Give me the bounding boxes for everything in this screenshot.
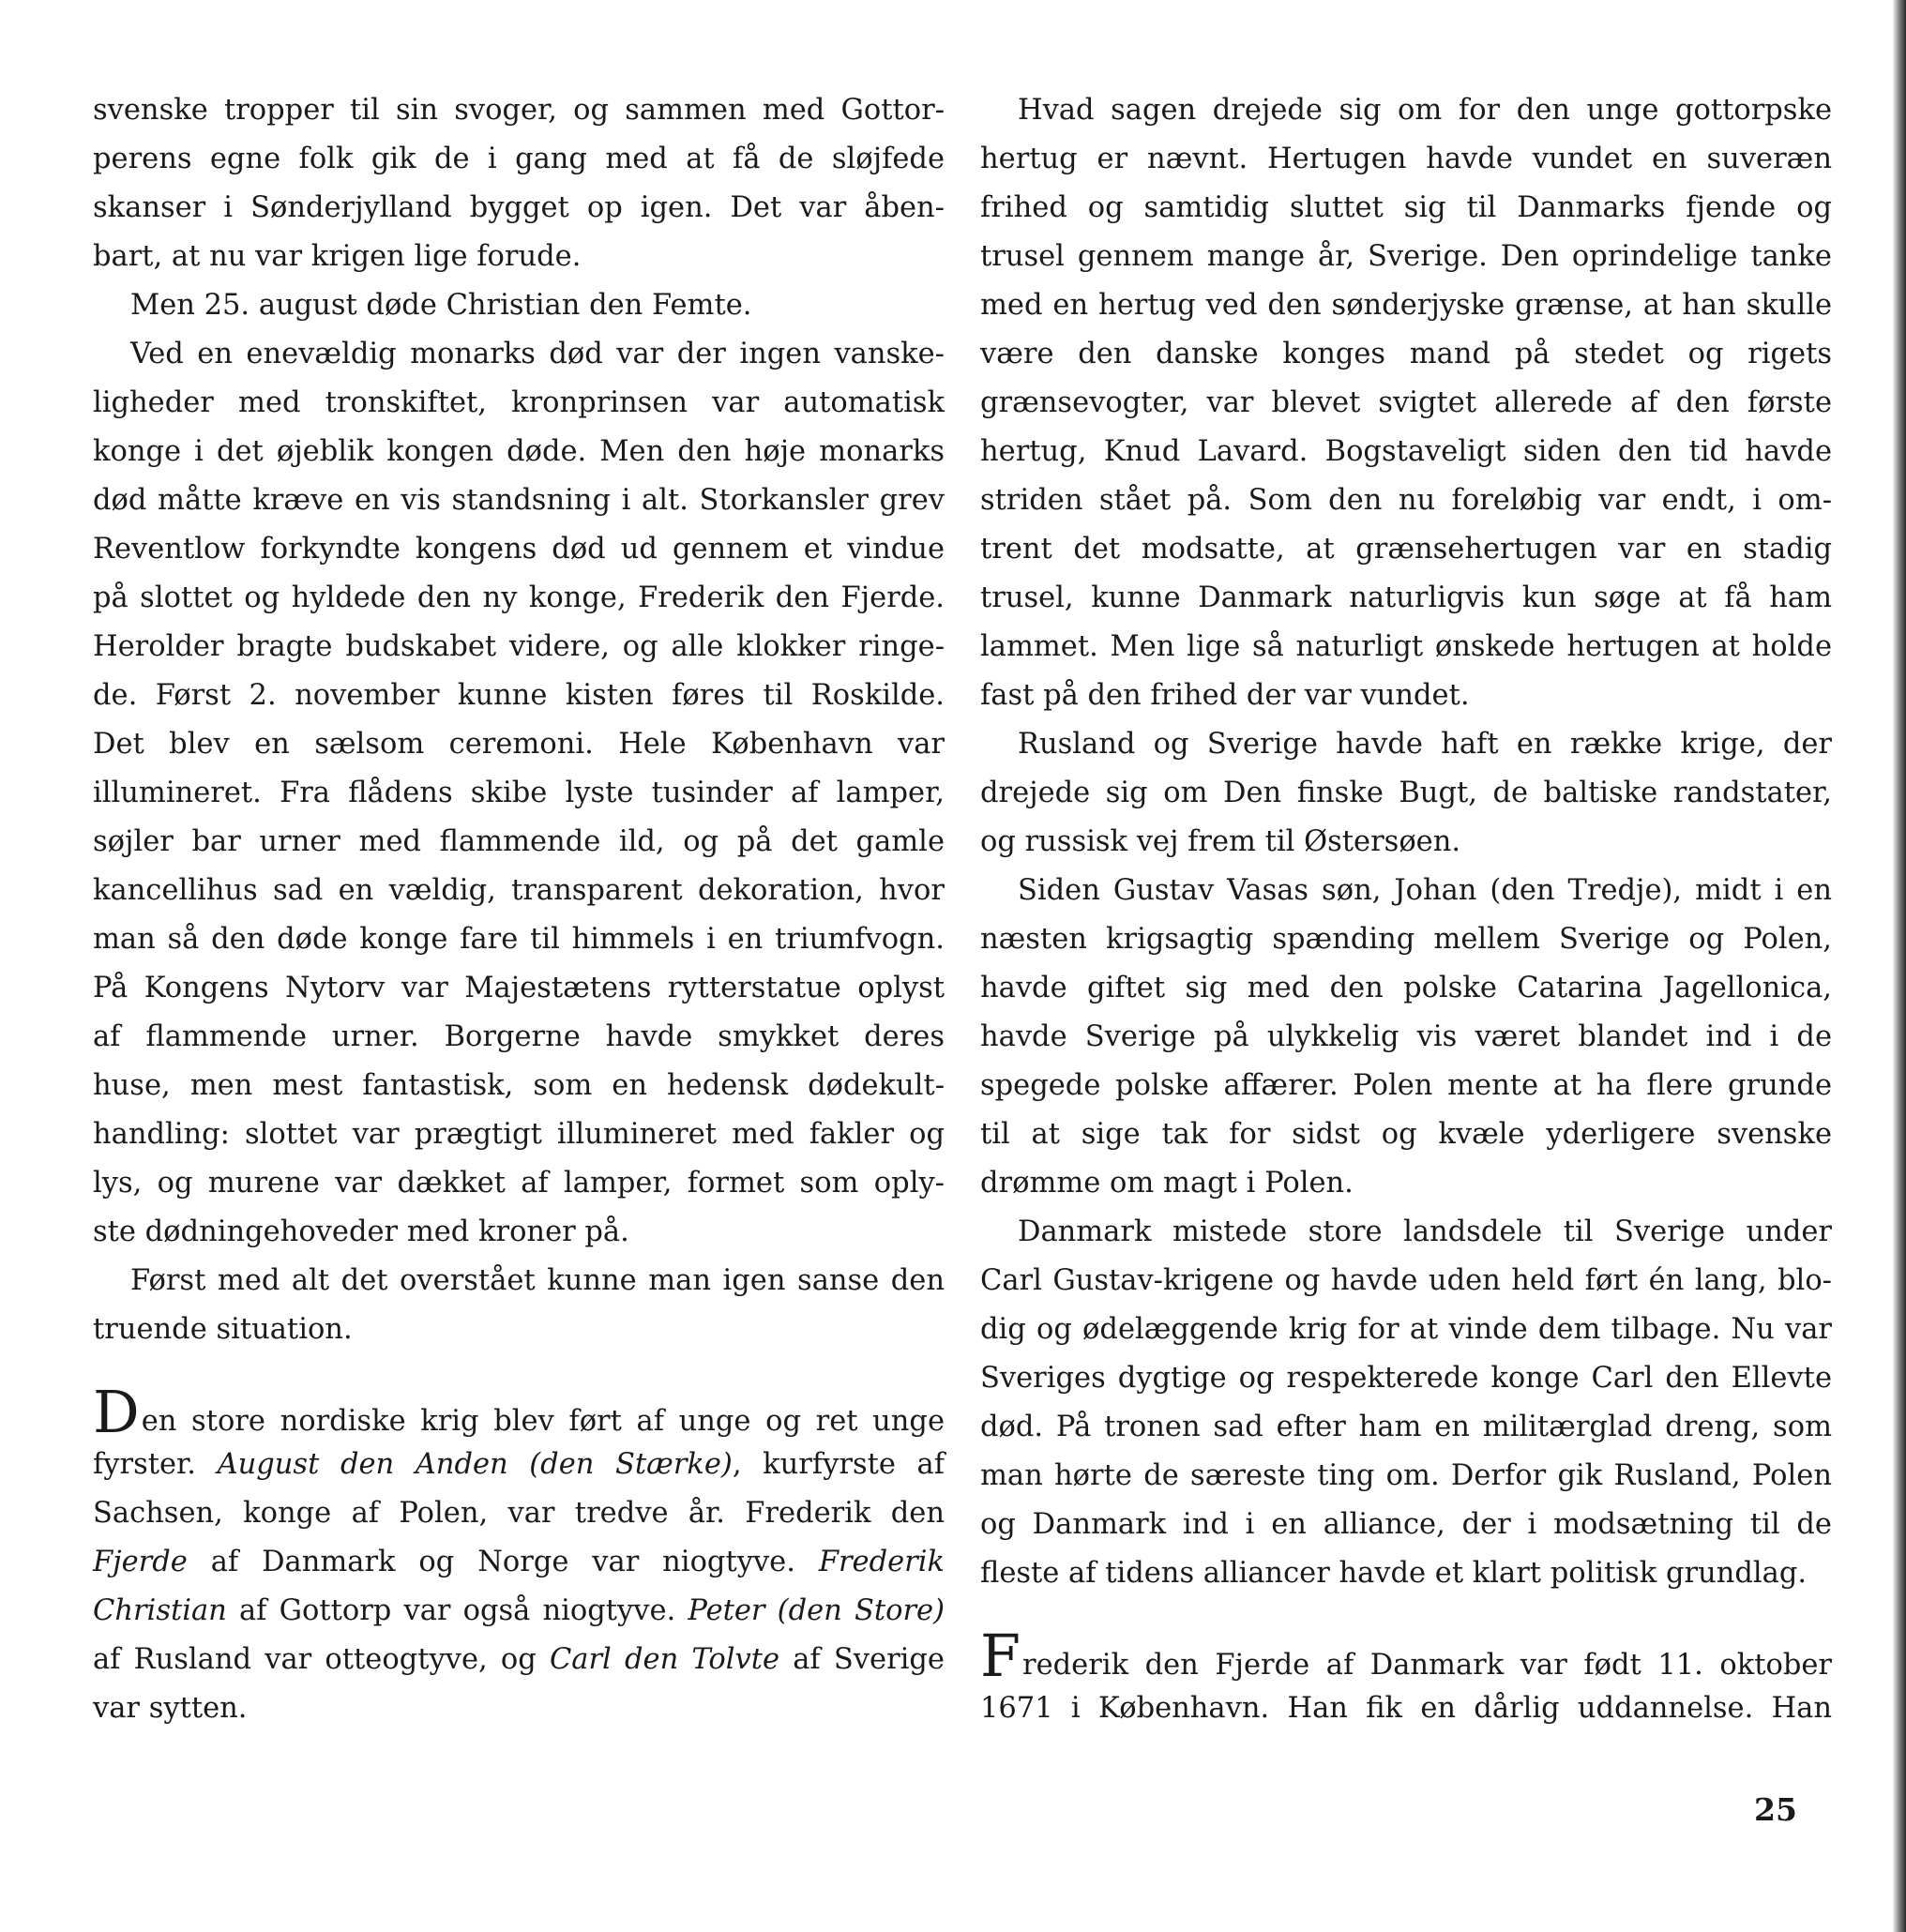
text-segment: være den danske konges mand på stedet og rigets [980, 338, 1832, 370]
text-line [980, 1501, 1832, 1549]
text-segment: spegede polske affærer. Polen mente at ha flere grunde [980, 1069, 1832, 1102]
italic-name: Fjerde [93, 1546, 188, 1578]
text-line [980, 1354, 1832, 1403]
text-line [93, 1306, 945, 1354]
italic-name: Peter (den Store) [688, 1594, 945, 1627]
text-line [980, 330, 1832, 379]
text-segment: dig og ødelæggende krig for at vinde dem tilbage. Nu var [980, 1313, 1832, 1346]
text-line [93, 184, 945, 233]
text-line [980, 281, 1832, 330]
text-segment: Sveriges dygtige og respekterede konge Carl den Ellevte [980, 1362, 1832, 1395]
text-line [980, 867, 1832, 915]
text-segment: var sytten. [93, 1692, 248, 1725]
text-segment: Rusland og Sverige havde haft en række krige, der [1018, 728, 1832, 761]
text-segment: ligheder med tronskiftet, kronprinsen var automatisk [93, 386, 945, 419]
text-line [93, 1062, 945, 1110]
text-segment: af Gottorp var også niogtyve. [226, 1594, 688, 1627]
text-line [980, 1208, 1832, 1257]
text-segment: med en hertug ved den sønderjyske grænse, at han skulle [980, 289, 1832, 322]
text-line [93, 476, 945, 525]
text-segment: frihed og samtidig sluttet sig til Danmarks fjende og [980, 191, 1832, 224]
text-line [93, 428, 945, 476]
text-segment: 1671 i København. Han fik en dårlig uddannelse. Han [980, 1692, 1832, 1725]
text-line [93, 915, 945, 964]
text-line [980, 1159, 1832, 1208]
text-line [93, 769, 945, 818]
text-segment: hertug er nævnt. Hertugen havde vundet en suveræn [980, 143, 1832, 175]
text-segment: Først med alt det overstået kunne man igen sanse den [130, 1264, 945, 1297]
text-segment: fyrster. [93, 1448, 218, 1481]
text-segment: Det blev en sælsom ceremoni. Hele København var [93, 728, 945, 761]
text-line [93, 1110, 945, 1159]
text-segment: trusel, kunne Danmark naturligvis kun søge at få ham [980, 581, 1832, 614]
text-line [980, 1452, 1832, 1501]
text-segment: næsten krigsagtig spænding mellem Sverige og Polen, [980, 923, 1832, 956]
text-segment: havde giftet sig med den polske Catarina Jagellonica, [980, 972, 1832, 1004]
left-text-column [93, 86, 945, 1733]
page-edge-shadow [1893, 0, 1906, 1932]
text-segment: truende situation. [93, 1313, 353, 1346]
text-segment: Sachsen, konge af Polen, var tredve år. Frederik den [93, 1497, 945, 1530]
text-line [980, 1684, 1832, 1733]
text-segment: skanser i Sønderjylland bygget op igen. Det var åben- [93, 191, 945, 224]
text-segment: Ved en enevældig monarks død var der ingen vanske- [130, 338, 945, 370]
text-line [980, 818, 1832, 867]
text-segment: lys, og murene var dækket af lamper, formet som oply- [93, 1167, 945, 1200]
text-segment: lammet. Men lige så naturligt ønskede hertugen at holde [980, 630, 1832, 663]
text-segment: og russisk vej frem til Østersøen. [980, 825, 1461, 858]
text-line [93, 379, 945, 428]
text-segment: perens egne folk gik de i gang med at få de sløjfede [93, 143, 945, 175]
text-line [93, 1684, 945, 1733]
text-line [93, 135, 945, 184]
text-line [980, 964, 1832, 1013]
text-segment: de. Først 2. november kunne kisten føres til Roskilde. [93, 679, 945, 712]
text-segment: Men 25. august døde Christian den Femte. [130, 289, 752, 322]
text-line [93, 1257, 945, 1306]
text-segment: Hvad sagen drejede sig om for den unge gottorpske [1018, 94, 1832, 127]
text-segment: havde Sverige på ulykkelig vis været blandet ind i de [980, 1020, 1832, 1053]
text-line [980, 428, 1832, 476]
text-line [980, 525, 1832, 574]
text-line [980, 1013, 1832, 1062]
text-segment: konge i det øjeblik kongen døde. Men den høje monarks [93, 435, 945, 468]
text-segment: hertug, Knud Lavard. Bogstaveligt siden den tid havde [980, 435, 1832, 468]
text-segment: drømme om magt i Polen. [980, 1167, 1354, 1200]
text-segment: trusel gennem mange år, Sverige. Den oprindelige tanke [980, 240, 1832, 273]
text-segment: af flammende urner. Borgerne havde smykket deres [93, 1020, 945, 1053]
text-line [980, 672, 1832, 720]
text-segment: af Rusland var otteogtyve, og [93, 1643, 550, 1676]
text-line [93, 818, 945, 867]
text-line [980, 1549, 1832, 1598]
text-line [93, 1208, 945, 1257]
text-line [93, 525, 945, 574]
italic-name: August den Anden (den Stærke) [217, 1448, 733, 1481]
drop-initial: D [93, 1378, 140, 1446]
text-line [980, 233, 1832, 281]
text-line [93, 1489, 945, 1538]
text-line [93, 1159, 945, 1208]
drop-initial: F [980, 1622, 1021, 1690]
text-line [980, 379, 1832, 428]
text-line [93, 1013, 945, 1062]
text-segment: ste dødningehoveder med kroner på. [93, 1215, 629, 1248]
text-segment: søjler bar urner med flammende ild, og på det gamle [93, 825, 945, 858]
text-line [93, 281, 945, 330]
italic-name: Frederik [818, 1546, 945, 1578]
text-line [980, 86, 1832, 135]
text-line [93, 330, 945, 379]
text-line [93, 1636, 945, 1684]
text-segment: på slottet og hyldede den ny konge, Frederik den Fjerde. [93, 581, 945, 614]
text-line [980, 135, 1832, 184]
text-segment: en store nordiske krig blev ført af unge og ret unge [141, 1405, 945, 1438]
text-line [93, 720, 945, 769]
text-line [980, 1622, 1832, 1690]
text-segment: , kurfyrste af [732, 1448, 945, 1481]
text-line [93, 1538, 945, 1587]
text-line [93, 672, 945, 720]
text-segment: illumineret. Fra flådens skibe lyste tusinder af lamper, [93, 777, 945, 809]
text-segment: huse, men mest fantastisk, som en hedensk dødekult- [93, 1069, 945, 1102]
text-line [980, 720, 1832, 769]
text-segment: af Danmark og Norge var niogtyve. [187, 1546, 819, 1578]
text-line [980, 1062, 1832, 1110]
text-segment: striden stået på. Som den nu foreløbig var endt, i om- [980, 484, 1832, 517]
section-gap [93, 1354, 945, 1392]
text-line [93, 1378, 945, 1446]
text-line [980, 1257, 1832, 1306]
text-line [93, 623, 945, 672]
text-segment: drejede sig om Den finske Bugt, de baltiske randstater, [980, 777, 1832, 809]
text-segment: Siden Gustav Vasas søn, Johan (den Tredje), midt i en [1018, 874, 1832, 907]
italic-name: Christian [93, 1594, 227, 1627]
text-line [980, 184, 1832, 233]
italic-name: Carl den Tolvte [549, 1643, 780, 1676]
text-segment: man så den døde konge fare til himmels i en triumfvogn. [93, 923, 945, 956]
text-segment: handling: slottet var prægtigt illumineret med fakler og [93, 1118, 945, 1151]
text-segment: svenske tropper til sin svoger, og sammen med Gottor- [93, 94, 945, 127]
text-line [93, 1441, 945, 1489]
text-line [980, 623, 1832, 672]
text-line [93, 86, 945, 135]
text-segment: og Danmark ind i en alliance, der i modsætning til de [980, 1508, 1832, 1541]
text-line [93, 867, 945, 915]
text-segment: man hørte de særeste ting om. Derfor gik Rusland, Polen [980, 1459, 1832, 1492]
text-segment: trent det modsatte, at grænsehertugen var en stadig [980, 533, 1832, 566]
text-line [93, 964, 945, 1013]
text-line [980, 1110, 1832, 1159]
text-line [980, 915, 1832, 964]
text-line [93, 233, 945, 281]
text-segment: Danmark mistede store landsdele til Sverige under [1018, 1215, 1832, 1248]
text-segment: Carl Gustav-krigene og havde uden held ført én lang, blo- [980, 1264, 1832, 1297]
text-segment: til at sige tak for sidst og kvæle yderligere svenske [980, 1118, 1832, 1151]
text-line [93, 574, 945, 623]
text-segment: død måtte kræve en vis standsning i alt. Storkansler grev [93, 484, 945, 517]
text-line [980, 1306, 1832, 1354]
right-text-column [980, 86, 1832, 1733]
section-gap [980, 1598, 1832, 1636]
page-number: 25 [1754, 1791, 1797, 1828]
text-line [93, 1587, 945, 1636]
text-segment: fleste af tidens alliancer havde et klart politisk grundlag. [980, 1557, 1808, 1590]
text-line [980, 476, 1832, 525]
text-line [980, 769, 1832, 818]
text-segment: død. På tronen sad efter ham en militærglad dreng, som [980, 1411, 1832, 1443]
text-segment: bart, at nu var krigen lige forude. [93, 240, 582, 273]
text-segment: af Sverige [779, 1643, 945, 1676]
text-segment: fast på den frihed der var vundet. [980, 679, 1470, 712]
text-segment: rederik den Fjerde af Danmark var født 11. oktober [1022, 1649, 1832, 1682]
text-line [980, 574, 1832, 623]
text-segment: kancellihus sad en vældig, transparent dekoration, hvor [93, 874, 945, 907]
text-line [980, 1403, 1832, 1452]
text-segment: grænsevogter, var blevet svigtet allerede af den første [980, 386, 1832, 419]
text-segment: På Kongens Nytorv var Majestætens rytterstatue oplyst [93, 972, 945, 1004]
text-segment: Reventlow forkyndte kongens død ud gennem et vindue [93, 533, 945, 566]
text-segment: Herolder bragte budskabet videre, og alle klokker ringe- [93, 630, 945, 663]
